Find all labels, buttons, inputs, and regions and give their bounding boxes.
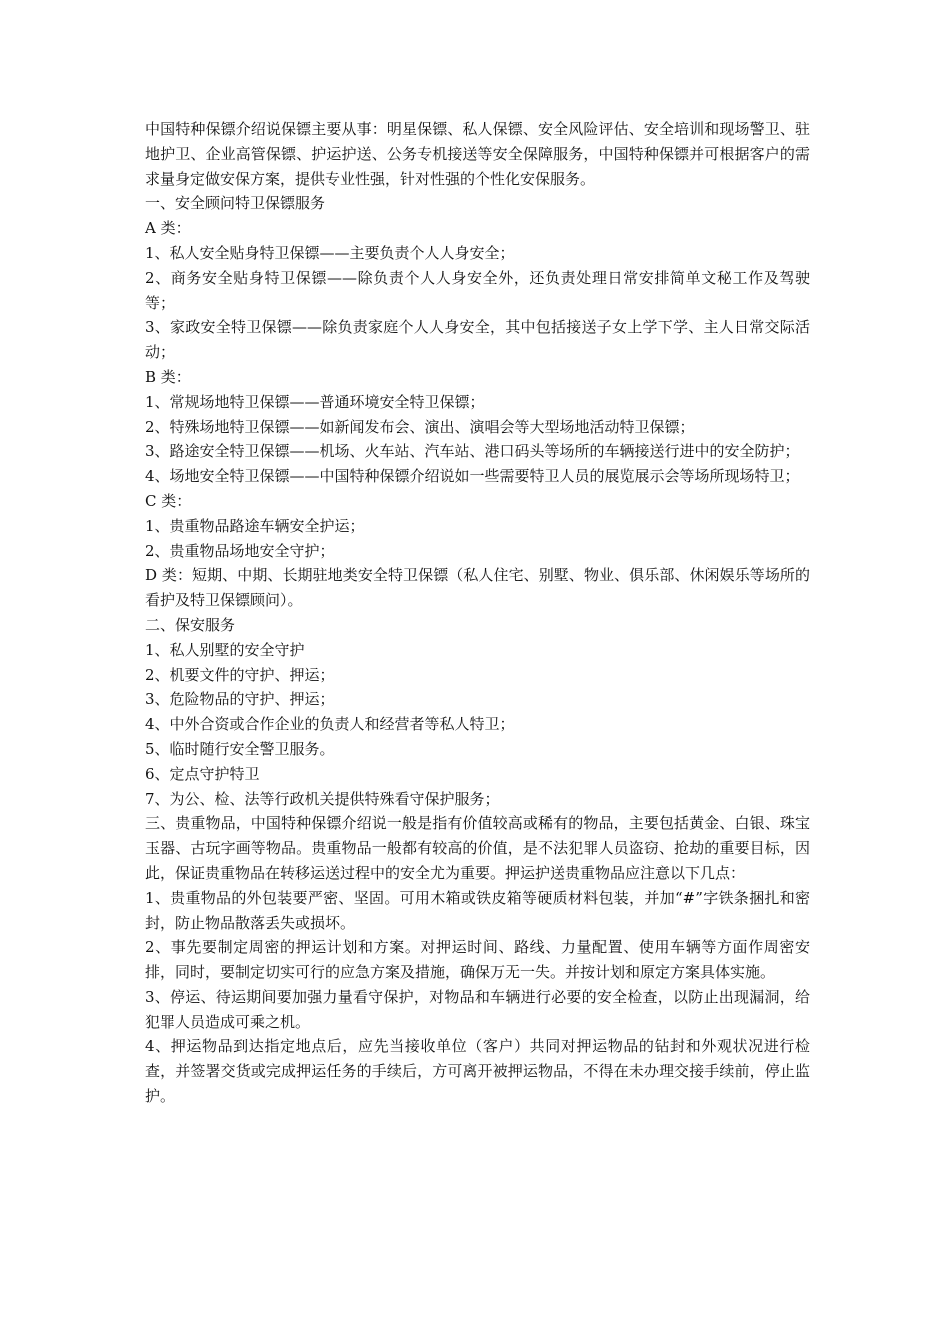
list-item: 4、场地安全特卫保镖——中国特种保镖介绍说如一些需要特卫人员的展览展示会等场所现场特卫； (145, 467, 800, 486)
section-heading-security-consultant: 一、安全顾问特卫保镖服务 (145, 194, 326, 213)
list-item: 2、特殊场地特卫保镖——如新闻发布会、演出、演唱会等大型场地活动特卫保镖； (145, 417, 695, 436)
list-item: 2、商务安全贴身特卫保镖——除负责个人人身安全外，还负责处理日常安排简单文秘工作及驾驶等； (145, 268, 810, 312)
list-item: 1、常规场地特卫保镖——普通环境安全特卫保镖； (145, 392, 485, 411)
list-item: 3、路途安全特卫保镖——机场、火车站、汽车站、港口码头等场所的车辆接送行进中的安全防护； (145, 442, 800, 461)
list-item: 1、贵重物品的外包装要严密、坚固。可用木箱或铁皮箱等硬质材料包装，并加“#”字铁条捆扎和密封，防止物品散落丢失或损坏。 (145, 888, 810, 932)
list-item: 4、中外合资或合作企业的负责人和经营者等私人特卫； (145, 715, 515, 734)
list-item: 1、贵重物品路途车辆安全护运； (145, 516, 365, 535)
category-a-label: A 类： (145, 219, 191, 238)
list-item: 4、押运物品到达指定地点后，应先当接收单位（客户）共同对押运物品的钻封和外观状况进行检查，并签署交货或完成押运任务的手续后，方可离开被押运物品，不得在未办理交接手续前，停止监护。 (145, 1037, 810, 1106)
list-item: 5、临时随行安全警卫服务。 (145, 739, 335, 758)
list-item: 7、为公、检、法等行政机关提供特殊看守保护服务； (145, 789, 500, 808)
section-heading-valuables: 三、贵重物品，中国特种保镖介绍说一般是指有价值较高或稀有的物品，主要包括黄金、白银、珠宝玉器、古玩字画等物品。贵重物品一般都有较高的价值，是不法犯罪人员盗窃、抢劫的重要目标，因此，保证贵重物品在转移运送过程中的安全尤为重要。押运护送贵重物品应注意以下几点： (145, 814, 810, 882)
list-item: 2、事先要制定周密的押运计划和方案。对押运时间、路线、力量配置、使用车辆等方面作周密安排，同时，要制定切实可行的应急方案及措施，确保万无一失。并按计划和原定方案具体实施。 (145, 938, 810, 982)
list-item: 1、私人别墅的安全守护 (145, 640, 305, 659)
list-item: 1、私人安全贴身特卫保镖——主要负责个人人身安全； (145, 243, 515, 262)
list-item: 3、危险物品的守护、押运； (145, 690, 335, 709)
list-item: 6、定点守护特卫 (145, 764, 260, 783)
category-d-paragraph: D 类：短期、中期、长期驻地类安全特卫保镖（私人住宅、别墅、物业、俱乐部、休闲娱乐等场所的看护及特卫保镖顾问）。 (145, 566, 810, 610)
list-item: 3、家政安全特卫保镖——除负责家庭个人人身安全，其中包括接送子女上学下学、主人日常交际活动； (145, 318, 810, 362)
document-page (145, 117, 810, 1109)
category-c-label: C 类： (145, 491, 192, 510)
list-item: 2、机要文件的守护、押运； (145, 665, 335, 684)
section-heading-security-service: 二、保安服务 (145, 615, 236, 634)
category-b-label: B 类： (145, 367, 191, 386)
list-item: 2、贵重物品场地安全守护； (145, 541, 335, 560)
list-item: 3、停运、待运期间要加强力量看守保护，对物品和车辆进行必要的安全检查，以防止出现漏洞，给犯罪人员造成可乘之机。 (145, 987, 810, 1031)
intro-paragraph: 中国特种保镖介绍说保镖主要从事：明星保镖、私人保镖、安全风险评估、安全培训和现场警卫、驻地护卫、企业高管保镖、护运护送、公务专机接送等安全保障服务，中国特种保镖并可根据客户的需求量身定做安保方案，提供专业性强，针对性强的个性化安保服务。 (145, 120, 810, 188)
